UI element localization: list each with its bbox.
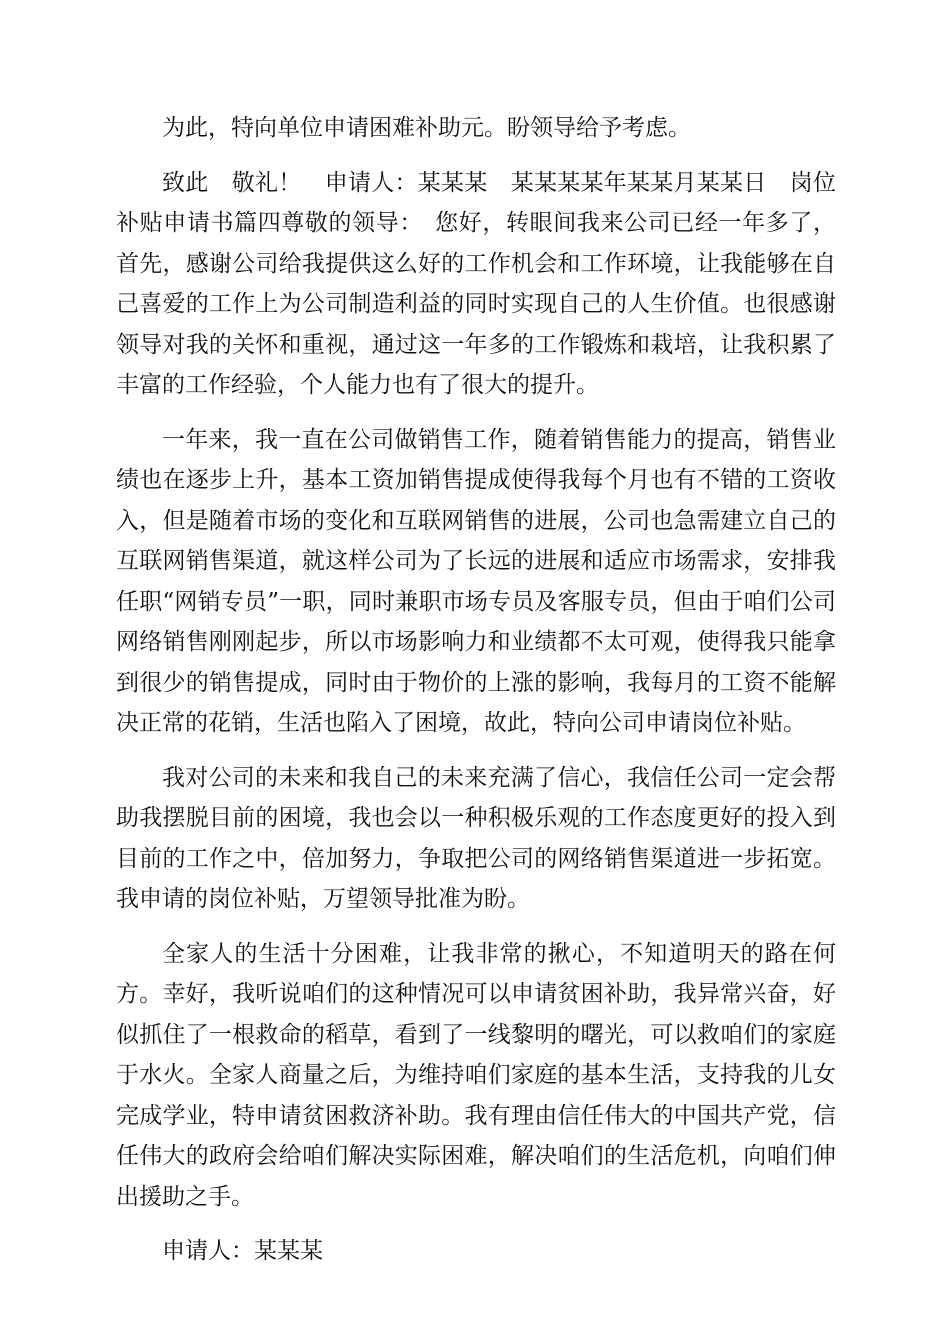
applicant-signature: 申请人：某某某 xyxy=(162,1238,323,1264)
paragraph-sales-work: 一年来，我一直在公司做销售工作，随着销售能力的提高，销售业绩也在逐步上升，基本工资加销售提成使得我每个月也有不错的工资收入，但是随着市场的变化和互联网销售的进展，公司也急需建立自己的互联网销售渠道，就这样公司为了长远的进展和适应市场需求，安排我任职“网销专员”一职，同时兼职市场专员及客服专员，但由于咱们公司网络销售刚刚起步，所以市场影响力和业绩都不太可观，使得我只能拿到很少的销售提成，同时由于物价的上涨的影响，我每月的工资不能解决正常的花销，生活也陷入了困境，故此，特向公司申请岗位补贴。 xyxy=(116,426,836,736)
paragraph-family-hardship: 全家人的生活十分困难，让我非常的揪心，不知道明天的路在何方。幸好，我听说咱们的这种情况可以申请贫困补助，我异常兴奋，好似抓住了一根救命的稻草，看到了一线黎明的曙光，可以救咱们的家庭于水火。全家人商量之后，为维持咱们家庭的基本生活，支持我的儿女完成学业，特申请贫困救济补助。我有理由信任伟大的中国共产党，信任伟大的政府会给咱们解决实际困难，解决咱们的生活危机，向咱们伸出援助之手。 xyxy=(116,940,836,1210)
document-body xyxy=(116,108,836,1286)
paragraph-request-intro: 为此，特向单位申请困难补助元。盼领导给予考虑。 xyxy=(162,115,691,141)
paragraph-confidence: 我对公司的未来和我自己的未来充满了信心，我信任公司一定会帮助我摆脱目前的困境，我也会以一种积极乐观的工作态度更好的投入到目前的工作之中，倍加努力，争取把公司的网络销售渠道进一步拓宽。我申请的岗位补贴，万望领导批准为盼。 xyxy=(116,764,836,912)
paragraph-greeting-and-thanks: 致此 敬礼！ 申请人：某某某 某某某某年某某月某某日 岗位补贴申请书篇四尊敬的领导： 您好，转眼间我来公司已经一年多了，首先，感谢公司给我提供这么好的工作机会和工作环境，让我能够在自己喜爱的工作上为公司制造利益的同时实现自己的人生价值。也很感谢领导对我的关怀和重视，通过这一年多的工作锻炼和栽培，让我积累了丰富的工作经验，个人能力也有了很大的提升。 xyxy=(116,169,836,398)
